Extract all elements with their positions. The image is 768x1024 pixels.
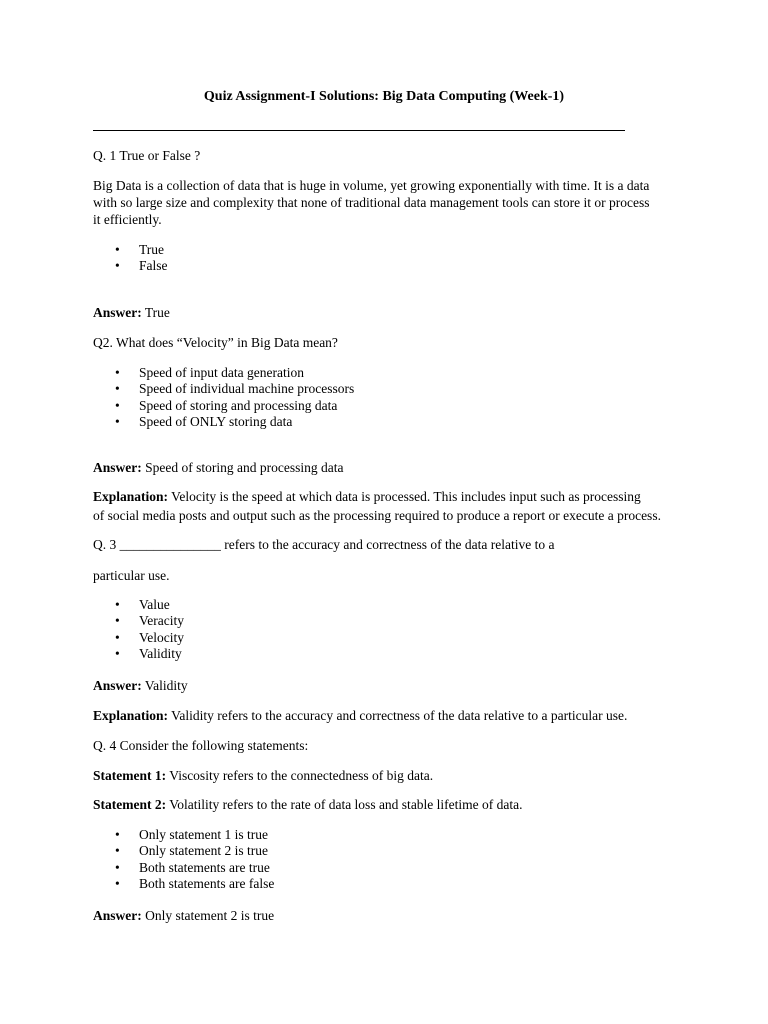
q2-option-list-item [0,398,768,414]
q3-option-4: Validity [139,645,182,661]
bullet-icon: • [115,613,120,629]
bullet-icon: • [115,397,120,413]
q4-statement-1 [93,767,433,785]
q4-question: Q. 4 Consider the following statements: [93,738,309,753]
bullet-icon: • [115,365,120,380]
bullet-icon: • [115,827,120,842]
q2-options-list [0,365,768,430]
q4-option-list-item [0,827,768,843]
q3-question: Q. 3 _______________ refers to the accuracy and correctness of the data relative to a [93,537,555,552]
q1-body-line-1: Big Data is a collection of data that is huge in volume, yet growing exponentially with time. It is a data [93,178,650,193]
q3-option-list-item [0,630,768,646]
q4-option-list-item [0,860,768,876]
bullet-icon: • [115,242,120,257]
q3-option-1: Value [139,597,170,612]
q2-explanation-text-1: Velocity is the speed at which data is processed. This includes input such as processing [171,489,641,504]
q4-option-3: Both statements are true [139,859,270,875]
q4-statement-2-text: Volatility refers to the rate of data loss and stable lifetime of data. [169,797,523,812]
q3-answer-value: Validity [144,678,188,693]
q4-option-1: Only statement 1 is true [139,827,268,842]
bullet-icon: • [115,629,120,645]
q3-explanation-label: Explanation: [93,708,169,723]
q2-answer-label: Answer: [93,460,142,475]
q1-answer-label: Answer: [93,305,142,320]
q2-option-list-item [0,381,768,397]
q4-option-4: Both statements are false [139,875,275,891]
q3-answer [93,677,188,695]
q2-option-list-item [0,414,768,430]
q1-body-line-2: with so large size and complexity that none of traditional data management tools can store it or process [93,195,650,210]
q2-option-3: Speed of storing and processing data [139,397,338,413]
q1-option-list-item [0,258,768,274]
q2-explanation-line-2: of social media posts and output such as the processing required to produce a report or execute a process. [93,508,661,523]
q4-statement-1-label: Statement 1: [93,768,167,783]
q2-option-2: Speed of individual machine processors [139,381,355,397]
bullet-icon: • [115,597,120,612]
bullet-icon: • [115,875,120,891]
q1-option-true: True [139,242,165,257]
q4-options-list [0,827,768,892]
q4-option-2: Only statement 2 is true [139,843,268,859]
q3-option-3: Velocity [139,629,184,645]
q3-options-list [0,597,768,662]
q1-option-false: False [139,258,168,274]
q2-question: Q2. What does “Velocity” in Big Data mean? [93,335,338,350]
q3-question-continued: particular use. [93,568,170,583]
q3-option-2: Veracity [139,613,184,629]
q4-statement-2 [93,796,523,814]
q3-option-list-item [0,646,768,662]
q2-option-1: Speed of input data generation [139,365,304,380]
bullet-icon: • [115,859,120,875]
q3-option-list-item [0,613,768,629]
q4-answer-value: Only statement 2 is true [145,908,275,923]
q1-body-line-3: it efficiently. [93,212,162,227]
bullet-icon: • [115,645,120,661]
q4-statement-2-label: Statement 2: [93,797,167,812]
q4-option-list-item [0,843,768,859]
bullet-icon: • [115,381,120,397]
q3-explanation-text: Validity refers to the accuracy and correctness of the data relative to a particular use. [171,708,628,723]
q4-option-list-item [0,876,768,892]
q2-explanation-label: Explanation: [93,489,169,504]
q1-question: Q. 1 True or False ? [93,148,201,163]
q2-answer-value: Speed of storing and processing data [145,460,344,475]
q1-option-list-item [0,242,768,258]
q4-answer [93,907,274,925]
q3-explanation [93,707,627,725]
q1-answer [93,304,170,322]
document-title: Quiz Assignment-I Solutions: Big Data Computing (Week-1) [203,89,565,104]
q2-option-4: Speed of ONLY storing data [139,413,293,429]
q1-answer-value: True [144,305,170,320]
q1-options-list [0,242,768,275]
bullet-icon: • [115,413,120,429]
bullet-icon: • [115,843,120,859]
title-divider [93,130,625,131]
q2-option-list-item [0,365,768,381]
q2-explanation-line-1 [93,488,641,506]
bullet-icon: • [115,258,120,274]
q3-answer-label: Answer: [93,678,142,693]
q3-option-list-item [0,597,768,613]
q4-answer-label: Answer: [93,908,142,923]
q4-statement-1-text: Viscosity refers to the connectedness of big data. [169,768,434,783]
q2-answer [93,459,343,477]
